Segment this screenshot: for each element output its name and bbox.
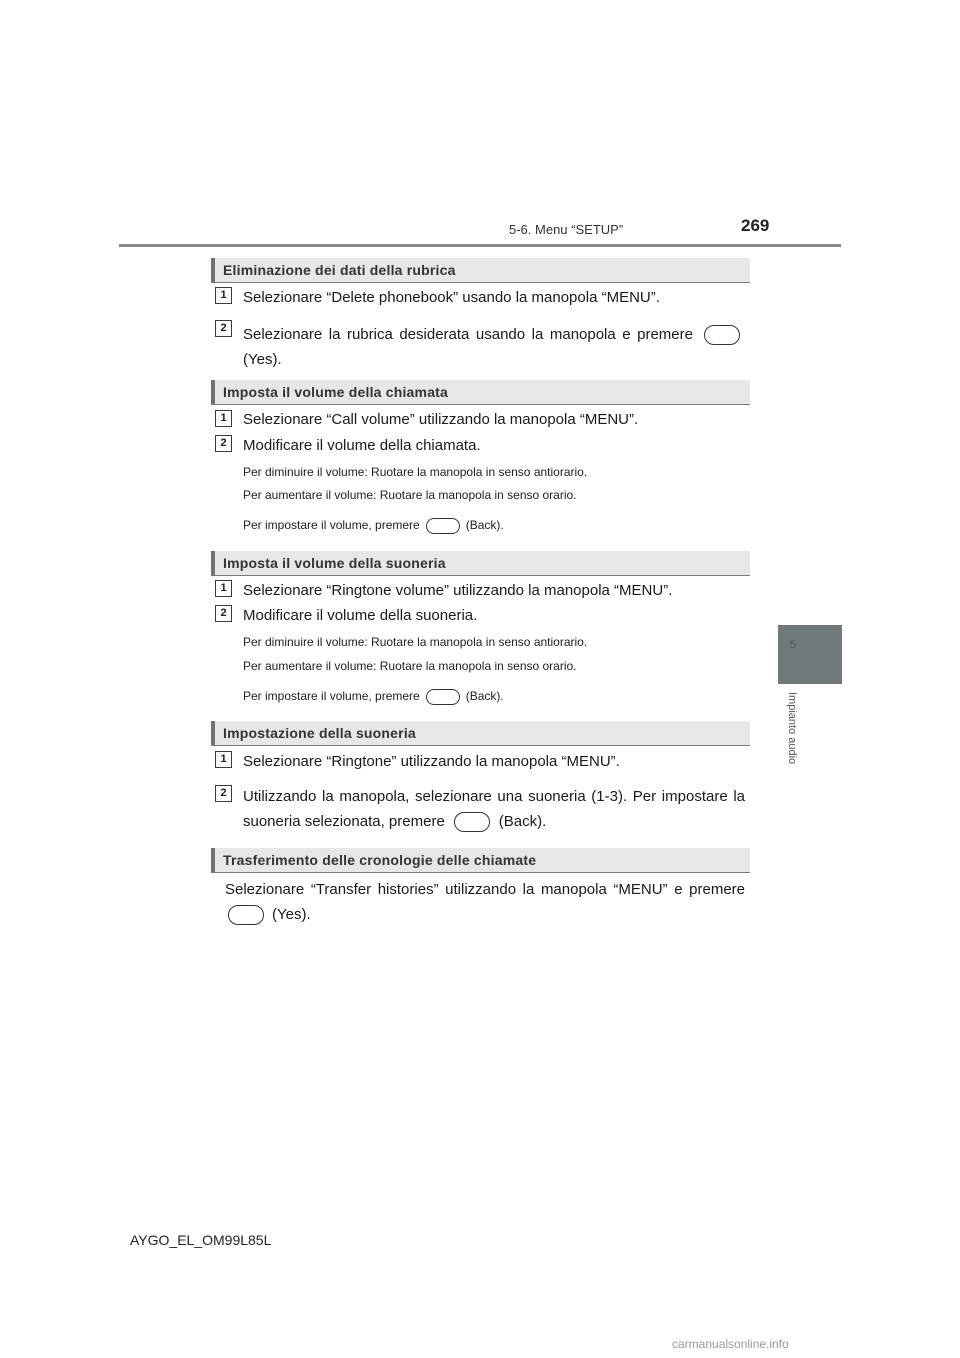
- step-number-badge: 2: [215, 320, 232, 337]
- step-text: Selezionare “Ringtone” utilizzando la manopola “MENU”.: [243, 753, 620, 770]
- note-text: Per aumentare il volume: Ruotare la manopola in senso orario.: [243, 488, 577, 502]
- watermark: carmanualsonline.info: [672, 1337, 789, 1351]
- step-text: Selezionare la rubrica desiderata usando la manopola e premere: [243, 326, 693, 343]
- back-button-icon: [454, 812, 490, 832]
- section-header-bar: [211, 721, 215, 745]
- step-text-prefix: suoneria selezionata, premere: [243, 813, 445, 830]
- back-button-icon: [426, 689, 460, 705]
- step-text: (Yes).: [243, 351, 282, 368]
- note-text: Per diminuire il volume: Ruotare la manopola in senso antiorario.: [243, 635, 588, 649]
- step-text: Modificare il volume della chiamata.: [243, 437, 481, 454]
- note-text-suffix: (Back).: [465, 518, 504, 532]
- section-header-bar: [211, 551, 215, 575]
- step-number-badge: 2: [215, 785, 232, 802]
- chapter-number: 5: [789, 639, 797, 651]
- step-text: Selezionare “Call volume” utilizzando la manopola “MENU”.: [243, 411, 639, 428]
- step-text: Modificare il volume della suoneria.: [243, 607, 478, 624]
- section-title: Impostazione della suoneria: [223, 725, 416, 741]
- section-title: Trasferimento delle cronologie delle chiamate: [223, 852, 537, 868]
- step-number-badge: 2: [215, 435, 232, 452]
- step-number-badge: 1: [215, 580, 232, 597]
- body-text: Selezionare “Transfer histories” utilizzando la manopola “MENU” e premere: [225, 881, 745, 898]
- step-number-badge: 1: [215, 287, 232, 304]
- manual-code: AYGO_EL_OM99L85L: [130, 1232, 272, 1248]
- step-number-badge: 1: [215, 751, 232, 768]
- section-header-call-volume: [211, 380, 750, 405]
- note-text: [243, 517, 504, 534]
- section-header-ringtone-volume: [211, 551, 750, 576]
- page-number: 269: [741, 216, 770, 235]
- section-header-bar: [211, 380, 215, 404]
- step-text: Selezionare “Ringtone volume” utilizzando la manopola “MENU”.: [243, 582, 673, 599]
- header-section-title: 5-6. Menu “SETUP”: [509, 222, 624, 237]
- section-header-bar: [211, 848, 215, 872]
- step-number-badge: 1: [215, 410, 232, 427]
- yes-button-icon: [228, 905, 264, 925]
- note-text-prefix: Per impostare il volume, premere: [243, 689, 420, 703]
- section-title: Imposta il volume della suoneria: [223, 555, 446, 571]
- back-button-icon: [426, 518, 460, 534]
- note-text: Per aumentare il volume: Ruotare la manopola in senso orario.: [243, 659, 577, 673]
- step-text: Utilizzando la manopola, selezionare una suoneria (1-3). Per impostare la: [243, 788, 745, 805]
- section-header-transfer-histories: [211, 848, 750, 873]
- note-text-prefix: Per impostare il volume, premere: [243, 518, 420, 532]
- chapter-tab: [778, 625, 842, 684]
- section-title: Imposta il volume della chiamata: [223, 384, 449, 400]
- note-text-suffix: (Back).: [465, 689, 504, 703]
- note-text: Per diminuire il volume: Ruotare la manopola in senso antiorario.: [243, 465, 588, 479]
- step-text: [243, 812, 546, 832]
- step-number-badge: 2: [215, 605, 232, 622]
- section-header-delete-phonebook: [211, 258, 750, 283]
- chapter-label: Impianto audio: [786, 692, 798, 765]
- body-text: (Yes).: [272, 906, 311, 923]
- yes-button-icon: [704, 325, 740, 345]
- note-text: [243, 688, 504, 705]
- section-header-ringtone: [211, 721, 750, 746]
- section-title: Eliminazione dei dati della rubrica: [223, 262, 456, 278]
- step-text: Selezionare “Delete phonebook” usando la manopola “MENU”.: [243, 289, 660, 306]
- header-divider: [119, 244, 841, 247]
- section-header-bar: [211, 258, 215, 282]
- step-text-suffix: (Back).: [498, 813, 547, 830]
